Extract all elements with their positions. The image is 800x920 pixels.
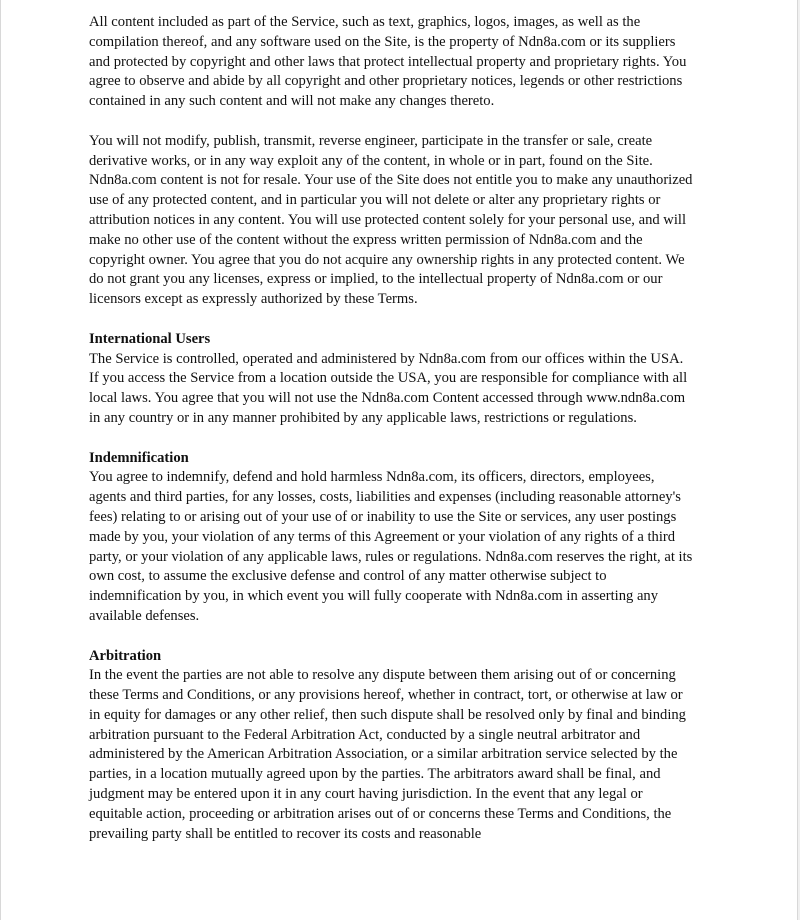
arbitration-heading: Arbitration xyxy=(89,647,162,664)
arbitration-section xyxy=(89,647,695,845)
indemnification-heading: Indemnification xyxy=(89,449,189,466)
indemnification-body: You agree to indemnify, defend and hold harmless Ndn8a.com, its officers, directors, employees, agents and third parties, for any losses, costs, liabilities and expenses (including reasonable attorney's fees) relating to or arising out of your use of or inability to use the Site or services, any user postings made by you, your violation of any terms of this Agreement or your violation of any rights of a third party, or your violation of any applicable laws, rules or regulations. Ndn8a.com reserves the right, at its own cost, to assume the exclusive defense and control of any matter otherwise subject to indemnification by you, in which event you will fully cooperate with Ndn8a.com in asserting any available defenses. xyxy=(89,469,693,624)
international-users-heading: International Users xyxy=(89,330,211,347)
usage-restrictions-paragraph: You will not modify, publish, transmit, reverse engineer, participate in the transfer or sale, create derivative works, or in any way exploit any of the content, in whole or in part, found on the Site. Ndn8a.com content is not for resale. Your use of the Site does not entitle you to make any unauthorized use of any protected content, and in particular you will not delete or alter any proprietary rights or attribution notices in any content. You will use protected content solely for your personal use, and will make no other use of the content without the express written permission of Ndn8a.com and the copyright owner. You agree that you do not acquire any ownership rights in any protected content. We do not grant you any licenses, express or implied, to the intellectual property of Ndn8a.com or our licensors except as expressly authorized by these Terms. xyxy=(89,132,693,308)
international-users-body: The Service is controlled, operated and administered by Ndn8a.com from our offices within the USA. If you access the Service from a location outside the USA, you are responsible for compliance with all local laws. You agree that you will not use the Ndn8a.com Content accessed through www.ndn8a.com in any country or in any manner prohibited by any applicable laws, restrictions or regulations. xyxy=(89,350,688,426)
arbitration-body: In the event the parties are not able to resolve any dispute between them arising out of or concerning these Terms and Conditions, or any provisions hereof, whether in contract, tort, or otherwise at law or in equity for damages or any other relief, then such dispute shall be resolved only by final and binding arbitration pursuant to the Federal Arbitration Act, conducted by a single neutral arbitrator and administered by the American Arbitration Association, or a similar arbitration service selected by the parties, in a location mutually agreed upon by the parties. The arbitrators award shall be final, and judgment may be entered upon it in any court having jurisdiction. In the event that any legal or equitable action, proceeding or arbitration arises out of or concerns these Terms and Conditions, the prevailing party shall be entitled to recover its costs and reasonable xyxy=(89,667,686,842)
indemnification-section xyxy=(89,449,695,627)
international-users-section xyxy=(89,330,695,429)
intellectual-property-paragraph: All content included as part of the Service, such as text, graphics, logos, images, as well as the compilation thereof, and any software used on the Site, is the property of Ndn8a.com or its suppliers and protected by copyright and other laws that protect intellectual property and proprietary rights. You agree to observe and abide by all copyright and other proprietary notices, legends or other restrictions contained in any such content and will not make any changes thereto. xyxy=(89,14,687,110)
document-content xyxy=(89,13,695,864)
